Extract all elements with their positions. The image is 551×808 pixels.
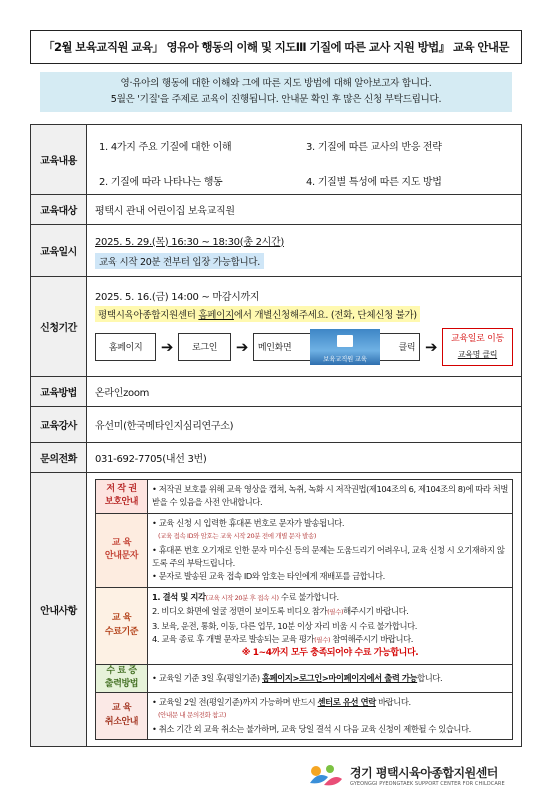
- completion-warning: ※ 1~4까지 모두 충족되어야 수료 가능합니다.: [241, 648, 419, 659]
- center-name-kr: 경기 평택시육아종합지원센터: [350, 765, 498, 780]
- notice-certificate: [96, 664, 513, 692]
- homepage-link[interactable]: 홈페이지: [198, 309, 234, 321]
- row-datetime: [31, 225, 522, 277]
- copyright-label-1: 저 작 권: [106, 484, 137, 494]
- notice-copyright: [96, 480, 513, 514]
- completion-line-1-tail: 수료 불가합니다.: [278, 591, 339, 602]
- center-logo: [306, 760, 526, 790]
- row-apply: [31, 277, 522, 377]
- value-phone: 031-692-7705(내선 3번): [87, 443, 522, 473]
- label-notice: 안내사항: [31, 473, 87, 747]
- cancel-label-1: 교 육: [111, 703, 132, 714]
- certificate-label-2: 출력방법: [104, 679, 139, 690]
- row-notice: [31, 473, 522, 747]
- info-table: [30, 124, 522, 747]
- completion-line-2-note: (필수): [327, 608, 344, 617]
- completion-line-1-head: 1. 결석 및 지각: [152, 591, 206, 602]
- flow-step-course: [442, 328, 513, 366]
- arrow-right-icon: ➔: [424, 337, 438, 356]
- label-apply: 신청기간: [31, 277, 87, 377]
- banner-caption: 보육교직원 교육: [323, 354, 367, 363]
- notice-completion: [96, 587, 513, 664]
- label-instructor: 교육강사: [31, 407, 87, 443]
- label-phone: 문의전화: [31, 443, 87, 473]
- content-item-3: 3. 기질에 따른 교사의 반응 전략: [306, 141, 442, 153]
- row-target: [31, 195, 522, 225]
- flow-step-homepage: 홈페이지: [95, 333, 156, 361]
- document-title: 「2월 보육교직원 교육」 영유아 행동의 이해 및 지도Ⅲ 기질에 따른 교사 지원 방법』 교육 안내문: [30, 30, 522, 64]
- completion-label-1: 교 육: [111, 613, 132, 624]
- apply-flow: [95, 328, 513, 366]
- copyright-label-2: 보호안내: [104, 497, 139, 508]
- center-name-en: GYEONGGI PYEONGTAEK SUPPORT CENTER FOR CHILDCARE: [350, 780, 505, 787]
- sms-line-1-note: (교육 접속 ID와 암호는 교육 시작 20분 전에 개별 문자 발송): [158, 532, 316, 541]
- intro-line-2: 5월은 '기질'을 주제로 교육이 진행됩니다. 안내문 확인 후 많은 신청 부탁드립니다.: [110, 94, 442, 105]
- value-instructor: 유선미(한국메타인지심리연구소): [87, 407, 522, 443]
- certificate-text-head: • 교육일 기준 3일 후(평일기준): [152, 672, 262, 683]
- arrow-right-icon: ➔: [235, 337, 249, 356]
- completion-line-1: [152, 591, 508, 605]
- flow-main-label: 메인화면: [257, 343, 292, 353]
- sms-line-3: • 문자로 발송된 교육 접속 ID와 암호는 타인에게 재배포를 금합니다.: [152, 571, 385, 582]
- completion-line-2-head: 2. 비디오 화면에 얼굴 정면이 보이도록 비디오 참가: [152, 606, 328, 617]
- flow-course-line-1: 교육일로 이동: [450, 333, 504, 344]
- row-content: [31, 125, 522, 195]
- completion-line-4-head: 4. 교육 종료 후 개별 문자로 발송되는 교육 평가: [152, 634, 315, 645]
- row-instructor: [31, 407, 522, 443]
- cancel-line-1-tail: 바랍니다.: [375, 696, 411, 707]
- label-target: 교육대상: [31, 195, 87, 225]
- center-logo-icon: [306, 761, 346, 789]
- label-content: 교육내용: [31, 125, 87, 195]
- arrow-right-icon: ➔: [160, 337, 174, 356]
- notice-table: [95, 479, 513, 740]
- completion-line-4-note: (필수): [314, 636, 331, 645]
- entry-note: 교육 시작 20분 전부터 입장 가능합니다.: [95, 253, 264, 269]
- completion-line-1-note: (교육 시작 20분 후 접속 시): [205, 593, 279, 602]
- completion-line-2: [152, 605, 508, 619]
- cancel-line-1-note: (안내문 내 문의전화 참고): [158, 711, 227, 720]
- flow-step-login: 로그인: [178, 333, 231, 361]
- sms-line-1: • 교육 신청 시 입력한 휴대폰 번호로 문자가 발송됩니다.: [152, 517, 345, 528]
- value-target: 평택시 관내 어린이집 보육교직원: [87, 195, 522, 225]
- cancel-contact: 센터로 유선 연락: [317, 696, 376, 707]
- sms-label-2: 안내문자: [104, 551, 139, 562]
- book-icon: [337, 335, 353, 347]
- row-method: [31, 377, 522, 407]
- value-method: 온라인zoom: [87, 377, 522, 407]
- cancel-line-2: • 취소 기간 외 교육 취소는 불가하며, 교육 당일 결석 시 다음 교육 신청이 제한될 수 있습니다.: [152, 723, 471, 734]
- completion-line-2-tail: 해주시기 바랍니다.: [343, 606, 409, 617]
- content-item-4: 4. 기질별 특성에 따른 지도 방법: [306, 176, 442, 188]
- value-datetime: 2025. 5. 29.(목) 16:30 ~ 18:30(총 2시간): [95, 236, 284, 248]
- content-item-1: 1. 4가지 주요 기질에 대한 이해: [99, 141, 232, 153]
- certificate-label-1: 수 료 증: [106, 665, 137, 676]
- cancel-label-2: 취소안내: [104, 716, 139, 727]
- center-name: 평택시육아종합지원센터: [98, 309, 196, 321]
- completion-line-4: [152, 633, 508, 647]
- content-list: [95, 132, 513, 188]
- apply-instruction: [95, 306, 420, 322]
- flow-click-label: 클릭: [398, 343, 416, 353]
- label-method: 교육방법: [31, 377, 87, 407]
- flow-course-line-2: 교육명 클릭: [457, 349, 498, 359]
- certificate-text: [148, 664, 513, 692]
- cancel-line-1: [152, 696, 508, 709]
- apply-instruction-text: 에서 개별신청해주세요. (전화, 단체신청 불가): [233, 309, 417, 321]
- certificate-path: 홈페이지>로그인>마이페이지에서 출력 가능: [262, 672, 418, 683]
- completion-line-4-tail: 참여해주시기 바랍니다.: [330, 634, 413, 645]
- staff-education-banner-image: [310, 329, 380, 365]
- sms-label-1: 교 육: [111, 537, 132, 548]
- apply-deadline: 2025. 5. 16.(금) 14:00 ~ 마감시까지: [95, 291, 260, 303]
- copyright-text: • 저작권 보호를 위해 교육 영상을 캡쳐, 녹취, 녹화 시 저작권법(제104조의 6, 제104조의 8)에 따라 처벌받을 수 있음을 사전 안내합니다.: [148, 480, 513, 514]
- notice-sms: [96, 513, 513, 587]
- completion-label-2: 수료기준: [104, 626, 139, 637]
- row-phone: [31, 443, 522, 473]
- sms-line-2: • 휴대폰 번호 오기재로 인한 문자 미수신 등의 문제는 도움드리기 어려우니, 교육 신청 시 오기재하지 않도록 주의 부탁드립니다.: [152, 544, 505, 569]
- content-item-2: 2. 기질에 따라 나타나는 행동: [99, 176, 223, 188]
- notice-cancel: [96, 692, 513, 739]
- flow-step-main: [253, 333, 420, 361]
- certificate-text-tail: 합니다.: [417, 672, 443, 683]
- intro-banner: [40, 72, 512, 112]
- cancel-line-1-head: • 교육일 2일 전(평일기준)까지 가능하며 반드시: [152, 696, 318, 707]
- intro-line-1: 영·유아의 행동에 대한 이해와 그에 따른 지도 방법에 대해 알아보고자 합니다.: [120, 78, 432, 89]
- completion-line-3: 3. 보육, 운전, 통화, 이동, 다른 업무, 10분 이상 자리 비움 시 수료 불가합니다.: [152, 620, 417, 631]
- label-datetime: 교육일시: [31, 225, 87, 277]
